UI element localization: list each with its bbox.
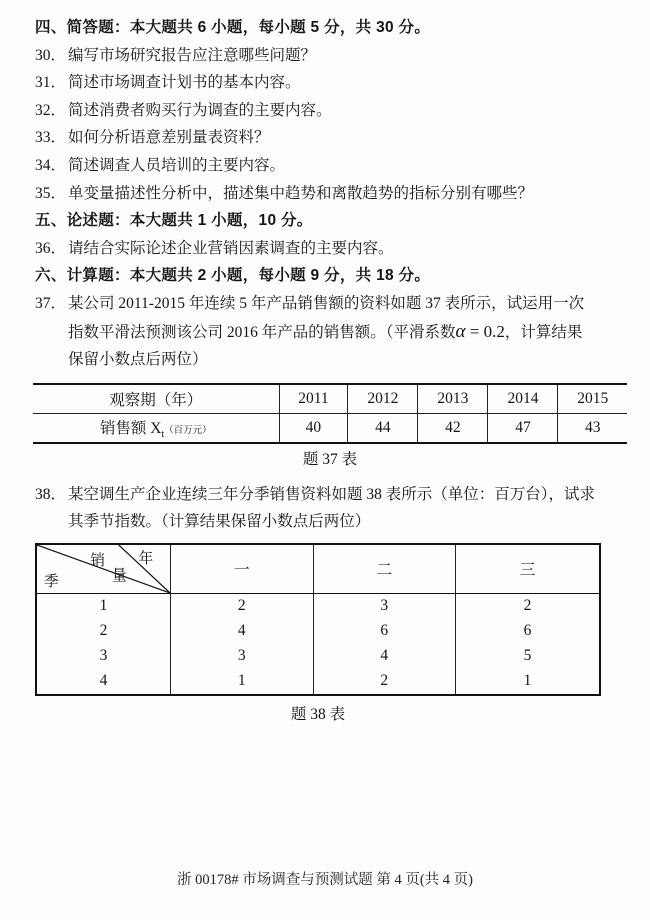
table37-value: 47 (488, 413, 558, 443)
table37-value: 44 (348, 413, 418, 443)
table38-value: 4 (171, 619, 314, 644)
table-37 (33, 383, 627, 444)
table38-value: 6 (456, 619, 601, 644)
table-37-caption: 题 37 表 (302, 450, 358, 468)
section-6-heading: 六、计算题：本大题共 2 小题，每小题 9 分，共 18 分。 (35, 267, 431, 285)
question-text: 简述市场调查计划书的基本内容。 (68, 74, 301, 92)
alpha-value: = 0.2 (465, 321, 505, 341)
corner-label-sales-2: 量 (111, 567, 127, 584)
question-33 (35, 124, 595, 152)
corner-label-quarter: 季 (43, 573, 59, 590)
table37-value: 40 (279, 413, 348, 443)
table-38-caption: 题 38 表 (290, 705, 346, 723)
table-row (36, 619, 600, 644)
question-text: 请结合实际论述企业营销因素调查的主要内容。 (68, 239, 394, 257)
diagonal-split-icon (37, 545, 170, 593)
question-35 (35, 180, 595, 208)
table38-year-col: 一 (171, 544, 314, 594)
question-text (68, 290, 595, 374)
question-text: 单变量描述性分析中，描述集中趋势和离散趋势的指标分别有哪些？ (68, 184, 534, 202)
table-row (33, 413, 627, 443)
page-footer: 浙 00178# 市场调查与预测试题 第 4 页(共 4 页) (176, 872, 474, 888)
table-row (36, 544, 600, 594)
question-text: 某空调生产企业连续三年分季销售资料如题 38 表所示（单位：百万台），试求其季节指数。（计算结果保留小数点后两位） (68, 485, 596, 531)
table38-value: 3 (171, 644, 314, 669)
table38-quarter: 2 (36, 619, 171, 644)
table38-quarter: 4 (36, 669, 171, 695)
question-text: 如何分析语意差别量表资料？ (68, 129, 270, 147)
table-row (36, 669, 600, 695)
table-row (36, 593, 600, 619)
question-number: 36． (35, 239, 67, 257)
table38-quarter: 3 (36, 644, 171, 669)
question-37-text-after-formula: ，计算结果保留小数点后两位） (68, 323, 583, 369)
table37-year: 2011 (279, 384, 348, 414)
corner-label-sales-1: 销 (90, 552, 105, 569)
question-37 (35, 290, 595, 374)
question-number: 32． (35, 101, 67, 119)
section-5-heading: 五、论述题：本大题共 1 小题，10 分。 (35, 212, 313, 230)
table37-year: 2012 (348, 384, 418, 414)
table-row (33, 384, 627, 414)
table37-year: 2014 (488, 384, 558, 414)
question-number: 34． (35, 156, 67, 174)
table38-value: 2 (456, 593, 601, 619)
section-4-heading: 四、简答题：本大题共 6 小题，每小题 5 分，共 30 分。 (35, 19, 431, 36)
question-32 (35, 97, 595, 125)
table37-value: 43 (558, 413, 627, 443)
question-text: 编写市场研究报告应注意哪些问题？ (68, 46, 317, 64)
table37-year: 2015 (558, 384, 627, 414)
table37-sales-label: 销售额 $X_t$（百万元） (99, 419, 212, 440)
table38-value: 4 (313, 644, 456, 669)
table37-year: 2013 (418, 384, 488, 414)
question-number: 35． (35, 184, 67, 202)
table38-value: 2 (171, 593, 314, 619)
question-36 (35, 235, 595, 263)
table38-value: 2 (313, 669, 456, 695)
corner-label-year: 年 (138, 550, 154, 567)
question-text: 简述消费者购买行为调查的主要内容。 (68, 101, 332, 119)
table37-value: 42 (418, 413, 488, 443)
table38-year-col: 三 (456, 544, 601, 594)
table38-value: 6 (313, 619, 456, 644)
table-row (36, 644, 600, 669)
question-number: 37． (35, 294, 67, 312)
question-30 (35, 42, 595, 70)
table38-value: 1 (171, 669, 314, 695)
alpha-symbol: α (455, 320, 466, 342)
question-38 (35, 481, 595, 536)
table38-year-col: 二 (313, 544, 456, 594)
table38-value: 3 (313, 593, 456, 619)
question-number: 38． (35, 485, 67, 503)
table38-value: 5 (456, 644, 601, 669)
question-number: 31． (35, 74, 67, 92)
question-text: 简述调查人员培训的主要内容。 (68, 156, 286, 174)
unit-label: （百万元） (164, 425, 212, 436)
table38-value: 1 (456, 669, 601, 695)
table38-corner-header (36, 544, 171, 594)
question-number: 33． (35, 129, 67, 147)
table37-header-observation-period: 观察期（年） (33, 384, 279, 414)
table38-quarter: 1 (36, 593, 171, 619)
question-number: 30． (35, 46, 67, 64)
table-38 (35, 543, 601, 696)
subscript-t: t (161, 428, 165, 440)
question-34 (35, 152, 595, 180)
question-31 (35, 69, 595, 97)
question-37-text-before-formula: 某公司 2011-2015 年连续 5 年产品销售额的资料如题 37 表所示，试运用一次指数平滑法预测该公司 2016 年产品的销售额。（平滑系数 (68, 294, 585, 341)
